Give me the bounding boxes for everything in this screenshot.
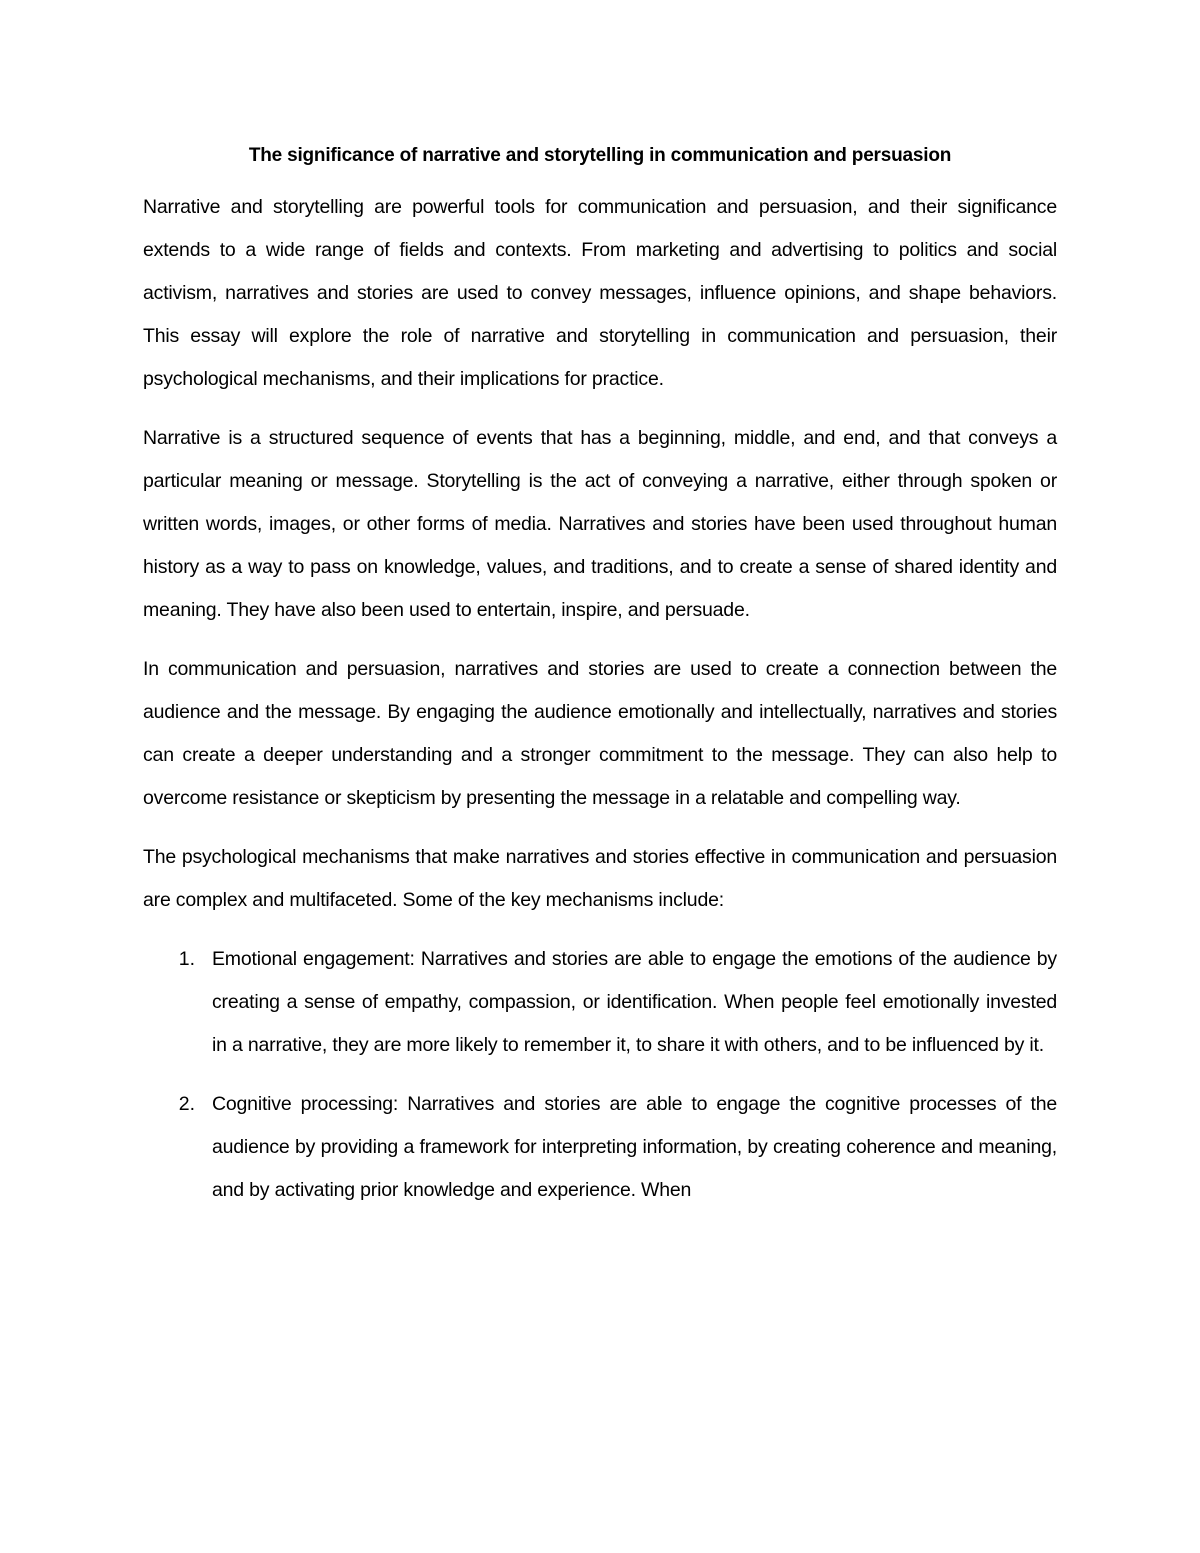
list-item-number: 2. — [178, 1093, 195, 1115]
document-title: The significance of narrative and storytelling in communication and persuasion — [248, 145, 952, 166]
document-content — [143, 140, 1057, 1228]
mechanisms-list — [143, 938, 1057, 1212]
list-item-number: 1. — [178, 948, 195, 970]
list-item-text: Cognitive processing: Narratives and stories are able to engage the cognitive processes of the audience by providing a framework for interpreting information, by creating coherence and meaning, and by activating prior knowledge and experience. When — [212, 1093, 1057, 1201]
list-item — [143, 938, 1057, 1067]
paragraph-intro: Narrative and storytelling are powerful tools for communication and persuasion, and their significance extends to a wide range of fields and contexts. From marketing and advertising to politics and social activism, narratives and stories are used to convey messages, influence opinions, and shape behaviors. This essay will explore the role of narrative and storytelling in communication and persuasion, their psychological mechanisms, and their implications for practice. — [143, 196, 1057, 390]
paragraph-connection: In communication and persuasion, narratives and stories are used to create a connection between the audience and the message. By engaging the audience emotionally and intellectually, narratives and stories can create a deeper understanding and a stronger commitment to the message. They can also help to overcome resistance or skepticism by presenting the message in a relatable and compelling way. — [143, 658, 1057, 809]
list-item-text: Emotional engagement: Narratives and stories are able to engage the emotions of the audience by creating a sense of empathy, compassion, or identification. When people feel emotionally invested in a narrative, they are more likely to remember it, to share it with others, and to be influenced by it. — [212, 948, 1057, 1056]
paragraph-mechanisms: The psychological mechanisms that make narratives and stories effective in communication and persuasion are complex and multifaceted. Some of the key mechanisms include: — [143, 846, 1057, 911]
list-item — [143, 1083, 1057, 1212]
paragraph-definition: Narrative is a structured sequence of events that has a beginning, middle, and end, and that conveys a particular meaning or message. Storytelling is the act of conveying a narrative, either through spoken or written words, images, or other forms of media. Narratives and stories have been used throughout human history as a way to pass on knowledge, values, and traditions, and to create a sense of shared identity and meaning. They have also been used to entertain, inspire, and persuade. — [143, 427, 1057, 621]
